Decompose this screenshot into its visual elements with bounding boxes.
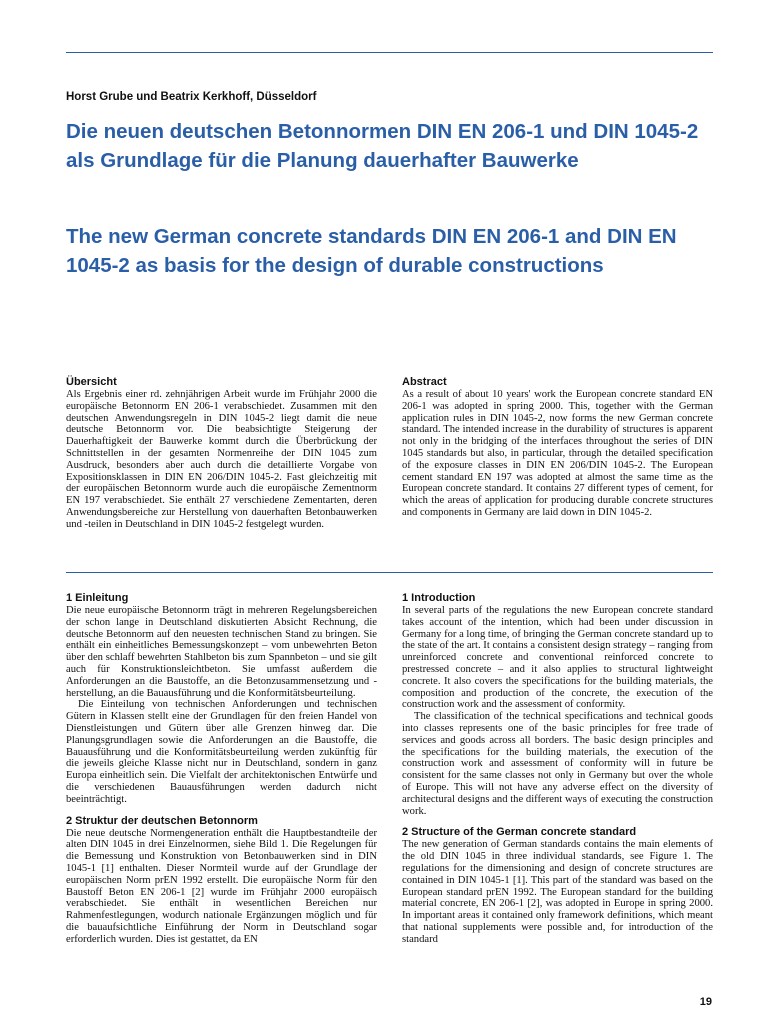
page-number: 19 [699, 996, 712, 1008]
abstract-section [402, 376, 713, 519]
authors: Horst Grube und Beatrix Kerkhoff, Düsseldorf [66, 91, 317, 103]
structure-paragraph-1: The new generation of German standards contains the main elements of the old DIN 1045 in three individual standards, see Figure 1. The regulations for the dimensioning and design of concrete structures are contained in DIN 1045-1 [1]. This part of the standard was based on the European standard prEN 1992. The European standard for the building material concrete, EN 206-1 [2], was adopted in Europe in spring 2000. In important areas it contained only framework definitions, which meant that national supplements were possible and, for introduction of the standard [402, 839, 713, 945]
introduction-paragraph-2: The classification of the technical specifications and technical goods into classes represents one of the basic principles for free trade of services and goods across all borders. The basic design principles and the specifications for the building materials, the execution of the construction work and assessment of conformity will in future be consistent for the same classes not only in Germany but over the whole of Europe. This will not have any adverse effect on the diversity of architectural designs and the different ways of executing the construction work. [402, 711, 713, 817]
introduction-paragraph-1: In several parts of the regulations the new European concrete standard takes account of the intention, which had been under discussion in Germany for a long time, of bringing the German concrete standard up to the state of the art. It contains a consistent design strategy – ranging from unreinforced concrete and conventional reinforced concrete to prestressed concrete – and it also applies to structural lightweight concrete. It also covers the specifications for the building materials, the composition and production of the concrete, the execution of the construction work and the assessment of conformity. [402, 605, 713, 711]
english-body-column [402, 592, 713, 946]
introduction-heading: 1 Introduction [402, 592, 476, 604]
struktur-paragraph-1: Die neue deutsche Normengeneration enthält die Hauptbestandteile der alten DIN 1045 in drei Einzelnormen, siehe Bild 1. Die Regelungen für die Bemessung und Konstruktion von Betonbauwerken sind in DIN 1045-1 [1] enthalten. Dieser Normteil wurde auf der Grundlage der europäischen Norm prEN 1992 erstellt. Die europäische Norm für den Baustoff Beton EN 206-1 [2] wurde im Frühjahr 2000 europäisch verabschiedet. Sie enthält in wesentlichen Bereichen nur Rahmenfestlegungen, wodurch nationale Ergänzungen möglich und für die bauaufsichtliche Einführung der Norm in Deutschland sogar erforderlich wurden. Dies ist gestattet, da EN [66, 827, 377, 945]
uebersicht-text: Als Ergebnis einer rd. zehnjährigen Arbeit wurde im Frühjahr 2000 die europäische Betonnorm EN 206-1 verabschiedet. Zusammen mit den deutschen Anwendungsregeln in DIN 1045-2 liegt damit die neue deutsche Betonnorm vor. Die beabsichtigte Steigerung der Dauerhaftigkeit der Bauwerke kommt durch die Überbrückung der Schnittstellen in der gesamten Normenreihe der DIN 1045 zum Ausdruck, besonders aber auch durch die detaillierte Vorgabe von Expositionsklassen in DIN EN 206/DIN 1045-2. Fast gleichzeitig mit der europäischen Betonnorm wurde auch die europäische Zementnorm EN 197 verabschiedet. Sie enthält 27 verschiedene Zementarten, deren Anwendungsbereiche zur Herstellung von dauerhaften Betonbauwerken und -teilen in Deutschland in DIN 1045-2 festgelegt wurden. [66, 389, 377, 530]
top-rule [66, 52, 713, 53]
abstract-text: As a result of about 10 years' work the European concrete standard EN 206-1 was adopted in spring 2000. This, together with the German application rules in DIN 1045-2, now forms the new German concrete standard. The intended increase in the durability of structures is apparent not only in the bridging of the interfaces throughout the series of DIN 1045 standards but also, in particular, through the detailed specification of the exposure classes in DIN EN 206/DIN 1045-2. The European cement standard EN 197 was adopted at almost the same time as the European concrete standard. It contains 27 different types of cement, for which the areas of application for producing durable concrete structures and components in Germany are laid down in DIN 1045-2. [402, 389, 713, 518]
middle-rule [66, 572, 713, 573]
german-body-column [66, 592, 377, 946]
title-english: The new German concrete standards DIN EN 206-1 and DIN EN 1045-2 as basis for the design of durable constructions [66, 225, 677, 277]
uebersicht-section [66, 376, 377, 531]
title-german: Die neuen deutschen Betonnormen DIN EN 206-1 und DIN 1045-2 als Grundlage für die Planung dauerhafter Bauwerke [66, 120, 699, 172]
abstract-heading: Abstract [402, 376, 447, 388]
struktur-heading: 2 Struktur der deutschen Betonnorm [66, 814, 258, 827]
structure-heading: 2 Structure of the German concrete standard [402, 826, 637, 839]
einleitung-paragraph-1: Die neue europäische Betonnorm trägt in mehreren Regelungsbereichen der schon lange in Deutschland diskutierten Absicht Rechnung, die deutsche Betonnorm auf den neuesten technischen Stand zu bringen. Sie enthält ein einheitliches Bemessungskonzept – vom unbewehrten Beton über den schlaff bewehrten Stahlbeton bis zum Spannbeton – und sie gilt auch für Konstruktionsleichtbeton. Sie umfasst außerdem die Anforderungen an die Baustoffe, an die Betonzusammensetzung und -herstellung, an die Bauausführung und die Konformitätsbeurteilung. [66, 605, 377, 699]
einleitung-paragraph-2: Die Einteilung von technischen Anforderungen und technischen Gütern in Klassen stellt eine der Grundlagen für den freien Handel von Dienstleistungen und Gütern über alle Grenzen hinweg dar. Die Planungsgrundlagen sowie die Anforderungen an die Baustoffe, die Bauausführung und die Konformitätsbeurteilung werden zukünftig für die jeweils gleiche Klasse nicht nur in Deutschland, sondern in ganz Europa einheitlich sein. Die Vielfalt der architektonischen Entwürfe und die verschiedenen Bauausführungen werden dadurch nicht beeinträchtigt. [66, 699, 377, 805]
einleitung-heading: 1 Einleitung [66, 592, 129, 604]
uebersicht-heading: Übersicht [66, 376, 117, 388]
